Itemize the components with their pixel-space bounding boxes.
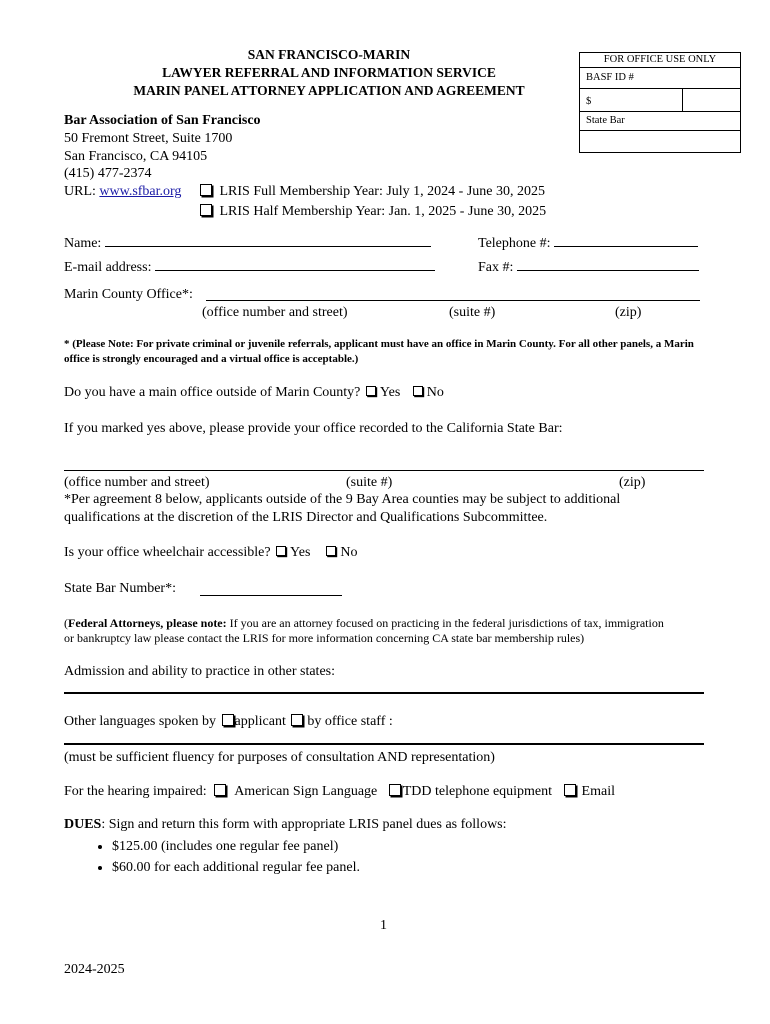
half-membership-checkbox[interactable]	[200, 204, 212, 216]
marin-office-label: Marin County Office*:	[64, 287, 193, 302]
org-address-1: 50 Fremont Street, Suite 1700	[64, 131, 233, 146]
full-membership-checkbox[interactable]	[200, 184, 212, 196]
dues-item-additional-panel: • $60.00 for each additional regular fee panel.	[112, 857, 360, 878]
marin-office-number-caption: (office number and street)	[202, 305, 348, 320]
sfbar-link[interactable]: www.sfbar.org	[99, 184, 182, 199]
telephone-row	[478, 234, 698, 252]
wheelchair-no-checkbox[interactable]	[326, 546, 336, 556]
wheelchair-no-label: No	[340, 545, 358, 560]
hearing-impaired-label: For the hearing impaired:	[64, 784, 207, 799]
name-label: Name:	[64, 236, 105, 251]
email-field[interactable]	[155, 258, 435, 271]
main-office-address-field[interactable]	[64, 470, 704, 471]
federal-note-line-1: (Federal Attorneys, please note: If you are an attorney focused on practicing in the federal jurisdictions of tax, immigration	[64, 616, 664, 630]
main-office-number-caption: (office number and street)	[64, 475, 210, 490]
federal-note-bold: Federal Attorneys, please note:	[68, 616, 227, 630]
dues-text: : Sign and return this form with appropriate LRIS panel dues as follows:	[101, 817, 507, 832]
basf-id-field[interactable]: BASF ID #	[580, 68, 740, 89]
admission-field[interactable]	[64, 692, 704, 694]
admission-label: Admission and ability to practice in other states:	[64, 664, 335, 679]
fax-field[interactable]	[517, 258, 699, 271]
email-option-checkbox[interactable]	[564, 784, 576, 796]
main-office-no-label: No	[426, 385, 444, 400]
office-use-box	[579, 52, 741, 153]
main-office-yes-label: Yes	[379, 385, 401, 400]
asl-label: American Sign Language	[234, 784, 378, 799]
footer-year: 2024-2025	[64, 962, 125, 977]
hearing-impaired-row	[64, 784, 615, 800]
full-membership-option[interactable]	[200, 184, 545, 200]
org-url-line	[64, 184, 181, 200]
state-bar-number-field[interactable]	[200, 583, 342, 596]
languages-note: (must be sufficient fluency for purposes of consultation AND representation)	[64, 750, 495, 765]
state-bar-field[interactable]: State Bar	[580, 112, 740, 131]
main-office-no-checkbox[interactable]	[413, 386, 423, 396]
dues-row	[64, 817, 507, 833]
tdd-label: TDD telephone equipment	[402, 784, 553, 799]
applicant-language-label: applicant	[234, 714, 286, 729]
agreement-note-line-2: qualifications at the discretion of the LRIS Director and Qualifications Subcommittee.	[64, 510, 548, 525]
wheelchair-yes-checkbox[interactable]	[276, 546, 286, 556]
staff-language-label: by office staff :	[307, 714, 393, 729]
dues-label: DUES	[64, 817, 102, 832]
org-address-2: San Francisco, CA 94105	[64, 149, 208, 164]
form-header	[64, 46, 594, 100]
page-number: 1	[380, 918, 387, 933]
federal-note-text: If you are an attorney focused on practicing in the federal jurisdictions of tax, immigration	[226, 616, 664, 630]
main-office-followup: If you marked yes above, please provide your office recorded to the California State Bar:	[64, 421, 563, 436]
wheelchair-question: Is your office wheelchair accessible?	[64, 545, 271, 560]
email-row	[64, 258, 435, 276]
dollar-field[interactable]: $	[580, 89, 683, 111]
fax-label: Fax #:	[478, 260, 517, 275]
main-office-suite-caption: (suite #)	[346, 475, 393, 490]
half-membership-label: LRIS Half Membership Year: Jan. 1, 2025 - June 30, 2025	[219, 204, 547, 219]
dues-list	[92, 836, 360, 878]
half-membership-option[interactable]	[200, 204, 546, 220]
marin-suite-caption: (suite #)	[449, 305, 496, 320]
header-line-1: SAN FRANCISCO-MARIN	[247, 47, 411, 62]
name-row	[64, 234, 431, 252]
telephone-field[interactable]	[554, 234, 698, 247]
languages-row	[64, 714, 393, 730]
name-field[interactable]	[105, 234, 431, 247]
email-label: E-mail address:	[64, 260, 155, 275]
state-bar-number-label: State Bar Number*:	[64, 581, 176, 596]
main-office-yes-checkbox[interactable]	[366, 386, 376, 396]
marin-office-field[interactable]	[206, 288, 700, 301]
header-line-3: MARIN PANEL ATTORNEY APPLICATION AND AGREEMENT	[133, 83, 525, 98]
languages-label: Other languages spoken by	[64, 714, 217, 729]
telephone-label: Telephone #:	[478, 236, 554, 251]
marin-office-note: * (Please Note: For private criminal or juvenile referrals, applicant must have an office in Marin County. For all other panels, a Marin office is strongly encouraged and a virtual office is acceptable.)	[64, 338, 694, 365]
asl-checkbox[interactable]	[214, 784, 226, 796]
url-label: URL:	[64, 184, 100, 199]
staff-language-checkbox[interactable]	[291, 714, 303, 726]
wheelchair-row	[64, 545, 358, 561]
main-office-question: Do you have a main office outside of Marin County?	[64, 385, 361, 400]
applicant-language-checkbox[interactable]	[222, 714, 234, 726]
federal-note-line-2: or bankruptcy law please contact the LRIS for more information concerning CA state bar membership rules)	[64, 631, 585, 645]
marin-zip-caption: (zip)	[615, 305, 642, 320]
org-phone: (415) 477-2374	[64, 166, 152, 181]
main-office-zip-caption: (zip)	[619, 475, 646, 490]
org-name: Bar Association of San Francisco	[64, 113, 261, 128]
email-option-label: Email	[581, 784, 615, 799]
wheelchair-yes-label: Yes	[290, 545, 311, 560]
fax-row	[478, 258, 699, 276]
languages-field[interactable]	[64, 743, 704, 745]
dollar-row	[580, 89, 740, 112]
dues-item-first-panel: • $125.00 (includes one regular fee panel)	[112, 836, 360, 857]
full-membership-label: LRIS Full Membership Year: July 1, 2024 - June 30, 2025	[219, 184, 545, 199]
header-line-2: LAWYER REFERRAL AND INFORMATION SERVICE	[162, 65, 496, 80]
agreement-note-line-1: *Per agreement 8 below, applicants outside of the 9 Bay Area counties may be subject to additional	[64, 492, 621, 507]
office-use-title: FOR OFFICE USE ONLY	[580, 53, 740, 68]
tdd-checkbox[interactable]	[389, 784, 401, 796]
main-office-question-row	[64, 385, 444, 401]
